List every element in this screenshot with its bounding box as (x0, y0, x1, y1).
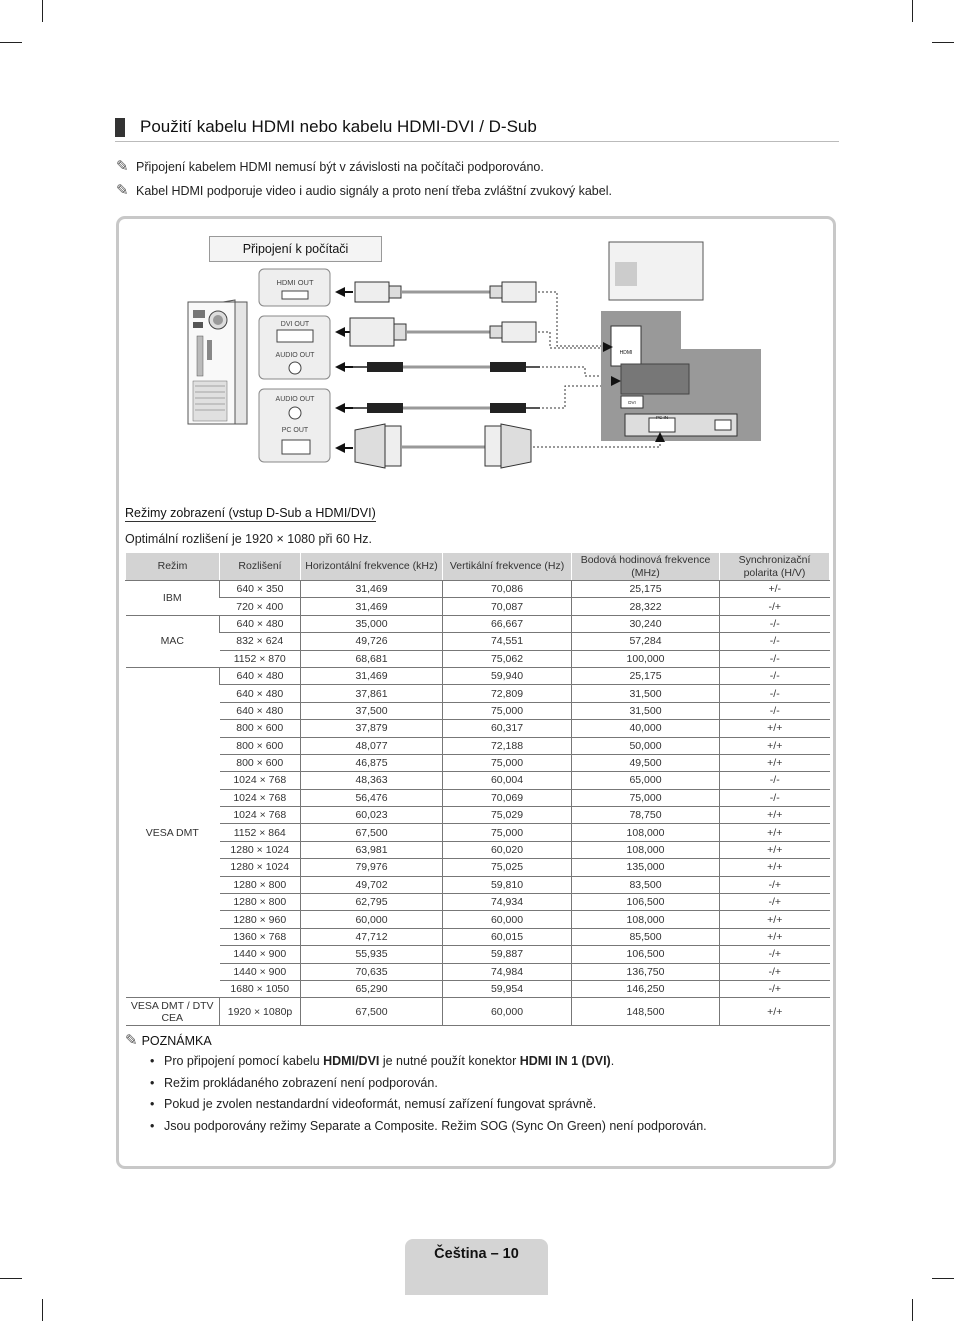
table-cell: 59,954 (443, 980, 572, 997)
table-cell: -/- (720, 633, 830, 650)
bullet-text: je nutné použít konektor (379, 1054, 520, 1068)
table-cell: 25,175 (572, 581, 720, 598)
column-header: Vertikální frekvence (Hz) (443, 553, 572, 581)
crop-mark (932, 42, 954, 43)
table-cell: 800 × 600 (220, 720, 301, 737)
note-bullet (150, 1097, 596, 1111)
pc-out-label: PC OUT (281, 427, 309, 434)
table-cell: -/+ (720, 963, 830, 980)
table-cell: 1024 × 768 (220, 807, 301, 824)
table-cell: -/- (720, 702, 830, 719)
table-cell: -/+ (720, 876, 830, 893)
table-cell: 25,175 (572, 667, 720, 684)
table-cell: 70,087 (443, 598, 572, 615)
table-cell: 75,000 (443, 702, 572, 719)
table-cell: 59,810 (443, 876, 572, 893)
hdmi-cable (355, 282, 536, 302)
note-bullet (150, 1119, 707, 1133)
table-cell: 70,069 (443, 789, 572, 806)
table-cell: -/- (720, 685, 830, 702)
crop-mark (0, 1278, 22, 1279)
audio-jack-icon (289, 407, 301, 419)
table-row (126, 911, 830, 928)
table-row (126, 720, 830, 737)
section-bar (115, 118, 125, 137)
table-cell: 31,469 (301, 667, 443, 684)
crop-mark (912, 1299, 913, 1321)
table-row (126, 615, 830, 632)
page-number-tab: Čeština – 10 (405, 1239, 548, 1295)
table-cell: -/+ (720, 980, 830, 997)
table-cell: 75,000 (443, 824, 572, 841)
table-cell: 60,000 (301, 911, 443, 928)
bullet-dot: • (150, 1097, 155, 1111)
table-cell: 108,000 (572, 911, 720, 928)
note-text: Připojení kabelem HDMI nemusí být v závislosti na počítači podporováno. (136, 160, 544, 174)
table-cell: 85,500 (572, 928, 720, 945)
table-cell: 800 × 600 (220, 754, 301, 771)
note-line (116, 157, 544, 175)
audio-out-label: AUDIO OUT (275, 396, 315, 403)
table-cell: 50,000 (572, 737, 720, 754)
table-cell: 37,879 (301, 720, 443, 737)
bullet-text: Jsou podporovány režimy Separate a Composite. Režim SOG (Sync On Green) není podporován. (164, 1119, 707, 1133)
table-cell: 35,000 (301, 615, 443, 632)
table-cell: 70,086 (443, 581, 572, 598)
table-cell: 37,500 (301, 702, 443, 719)
note-heading: POZNÁMKA (141, 1034, 212, 1048)
table-cell: 1280 × 1024 (220, 859, 301, 876)
table-cell: 74,934 (443, 894, 572, 911)
table-cell: 74,551 (443, 633, 572, 650)
table-cell: 60,015 (443, 928, 572, 945)
table-cell: 1152 × 864 (220, 824, 301, 841)
table-row (126, 772, 830, 789)
table-cell: 55,935 (301, 946, 443, 963)
table-row (126, 928, 830, 945)
pc-tower-illustration (188, 300, 247, 424)
table-row (126, 807, 830, 824)
table-cell: 60,000 (443, 998, 572, 1026)
crop-mark (42, 0, 43, 22)
table-row (126, 998, 830, 1026)
hdmi-out-panel (259, 269, 330, 306)
hdmi-port-icon (282, 291, 308, 299)
bullet-dot: • (150, 1054, 155, 1068)
table-cell: 83,500 (572, 876, 720, 893)
table-cell: +/+ (720, 911, 830, 928)
mode-cell: IBM (126, 581, 220, 616)
table-cell: 1024 × 768 (220, 772, 301, 789)
table-row (126, 598, 830, 615)
tv-back-illustration (601, 242, 761, 441)
table-cell: 48,077 (301, 737, 443, 754)
note-line (116, 181, 612, 199)
arrow-icons (335, 287, 353, 453)
table-cell: 79,976 (301, 859, 443, 876)
table-cell: 49,702 (301, 876, 443, 893)
table-cell: 60,020 (443, 841, 572, 858)
table-cell: -/- (720, 789, 830, 806)
table-cell: 1280 × 1024 (220, 841, 301, 858)
table-cell: 70,635 (301, 963, 443, 980)
audio-out-label: AUDIO OUT (275, 352, 315, 359)
table-cell: +/+ (720, 859, 830, 876)
table-row (126, 876, 830, 893)
table-cell: 31,469 (301, 581, 443, 598)
table-row (126, 894, 830, 911)
table-row (126, 824, 830, 841)
table-cell: 67,500 (301, 824, 443, 841)
table-cell: 30,240 (572, 615, 720, 632)
mode-cell: VESA DMT / DTV CEA (126, 998, 220, 1026)
table-cell: 1440 × 900 (220, 963, 301, 980)
table-cell: -/+ (720, 598, 830, 615)
table-cell: 74,984 (443, 963, 572, 980)
note-bullet (150, 1054, 614, 1068)
table-cell: 75,062 (443, 650, 572, 667)
tv-hdmi-label: HDMI (619, 350, 633, 356)
table-cell: 60,004 (443, 772, 572, 789)
table-cell: 31,500 (572, 685, 720, 702)
table-cell: 56,476 (301, 789, 443, 806)
table-cell: 37,861 (301, 685, 443, 702)
table-cell: 136,750 (572, 963, 720, 980)
dvi-port-icon (277, 330, 313, 342)
table-cell: 46,875 (301, 754, 443, 771)
tv-pc-in-label: PC IN (655, 415, 669, 420)
table-cell: 40,000 (572, 720, 720, 737)
table-cell: 640 × 480 (220, 615, 301, 632)
table-cell: 720 × 400 (220, 598, 301, 615)
table-cell: -/- (720, 615, 830, 632)
hdmi-out-label: HDMI OUT (276, 278, 314, 287)
note-bullet (150, 1076, 438, 1090)
table-cell: 60,023 (301, 807, 443, 824)
bullet-text: Pokud je zvolen nestandardní videoformát, nemusí zařízení fungovat správně. (164, 1097, 597, 1111)
table-cell: +/+ (720, 841, 830, 858)
table-cell: 1680 × 1050 (220, 980, 301, 997)
table-cell: 57,284 (572, 633, 720, 650)
table-cell: 65,000 (572, 772, 720, 789)
mode-cell: MAC (126, 615, 220, 667)
table-cell: -/- (720, 772, 830, 789)
table-cell: 1440 × 900 (220, 946, 301, 963)
table-cell: -/- (720, 667, 830, 684)
table-cell: +/+ (720, 998, 830, 1026)
pencil-icon: ✎ (116, 158, 129, 175)
table-cell: 1024 × 768 (220, 789, 301, 806)
pencil-icon: ✎ (116, 182, 129, 199)
table-cell: 100,000 (572, 650, 720, 667)
table-header-row (126, 553, 830, 581)
table-row (126, 685, 830, 702)
table-row (126, 581, 830, 598)
audio-cable (353, 403, 540, 413)
table-cell: 1920 × 1080p (220, 998, 301, 1026)
optimal-resolution: Optimální rozlišení je 1920 × 1080 při 60 Hz. (125, 532, 373, 546)
crop-mark (0, 42, 22, 43)
table-cell: 49,726 (301, 633, 443, 650)
table-cell: 47,712 (301, 928, 443, 945)
table-cell: 31,500 (572, 702, 720, 719)
dsub-port-icon (282, 440, 310, 454)
table-cell: -/- (720, 650, 830, 667)
section-title: Použití kabelu HDMI nebo kabelu HDMI-DVI / D-Sub (140, 117, 537, 136)
bullet-text: Režim prokládaného zobrazení není podporován. (164, 1076, 438, 1090)
table-cell: +/- (720, 581, 830, 598)
column-header: Bodová hodinová frekvence (MHz) (572, 553, 720, 581)
table-cell: 1152 × 870 (220, 650, 301, 667)
dvi-out-label: DVI OUT (280, 321, 310, 328)
table-cell: 108,000 (572, 841, 720, 858)
table-cell: 72,188 (443, 737, 572, 754)
bullet-text: . (610, 1054, 615, 1068)
table-cell: 146,250 (572, 980, 720, 997)
table-row (126, 633, 830, 650)
column-header: Rozlišení (220, 553, 301, 581)
table-cell: 68,681 (301, 650, 443, 667)
table-cell: +/+ (720, 928, 830, 945)
table-cell: 800 × 600 (220, 737, 301, 754)
bullet-dot: • (150, 1119, 155, 1133)
table-cell: 49,500 (572, 754, 720, 771)
table-cell: +/+ (720, 720, 830, 737)
table-cell: -/+ (720, 946, 830, 963)
table-cell: +/+ (720, 737, 830, 754)
table-cell: 108,000 (572, 824, 720, 841)
table-cell: 62,795 (301, 894, 443, 911)
table-cell: 75,000 (443, 754, 572, 771)
modes-title: Režimy zobrazení (vstup D-Sub a HDMI/DVI) (125, 506, 376, 520)
column-header: Horizontální frekvence (kHz) (301, 553, 443, 581)
table-row (126, 737, 830, 754)
diagram-label: Připojení k počítači (209, 236, 382, 262)
table-cell: 832 × 624 (220, 633, 301, 650)
display-modes-table (125, 552, 830, 1026)
table-cell: 106,500 (572, 946, 720, 963)
table-row (126, 980, 830, 997)
table-cell: 72,809 (443, 685, 572, 702)
table-cell: 63,981 (301, 841, 443, 858)
mode-cell: VESA DMT (126, 667, 220, 997)
audio-jack-icon (289, 362, 301, 374)
table-cell: 640 × 480 (220, 685, 301, 702)
table-row (126, 667, 830, 684)
table-row (126, 702, 830, 719)
table-cell: 48,363 (301, 772, 443, 789)
crop-mark (42, 1299, 43, 1321)
crop-mark (912, 0, 913, 22)
table-cell: 148,500 (572, 998, 720, 1026)
table-row (126, 841, 830, 858)
table-cell: 1280 × 800 (220, 876, 301, 893)
table-cell: 60,000 (443, 911, 572, 928)
table-cell: 78,750 (572, 807, 720, 824)
connection-diagram (185, 236, 765, 471)
table-cell: 75,025 (443, 859, 572, 876)
bullet-bold: HDMI IN 1 (DVI) (519, 1054, 611, 1068)
table-cell: 106,500 (572, 894, 720, 911)
table-cell: 640 × 480 (220, 702, 301, 719)
table-row (126, 789, 830, 806)
table-row (126, 946, 830, 963)
table-cell: 59,940 (443, 667, 572, 684)
table-cell: +/+ (720, 754, 830, 771)
table-cell: +/+ (720, 807, 830, 824)
crop-mark (932, 1278, 954, 1279)
tv-dvi-label: DVI (628, 400, 636, 405)
table-cell: 1280 × 800 (220, 894, 301, 911)
table-row (126, 754, 830, 771)
dsub-cable (355, 424, 531, 468)
audio-cable (353, 362, 540, 372)
pencil-icon: ✎ (125, 1032, 138, 1049)
table-cell: 640 × 480 (220, 667, 301, 684)
table-cell: 65,290 (301, 980, 443, 997)
table-cell: 75,029 (443, 807, 572, 824)
table-row (126, 859, 830, 876)
table-cell: 75,000 (572, 789, 720, 806)
section-header (115, 117, 839, 142)
table-cell: 31,469 (301, 598, 443, 615)
table-row (126, 650, 830, 667)
table-cell: +/+ (720, 824, 830, 841)
table-cell: 640 × 350 (220, 581, 301, 598)
table-cell: 28,322 (572, 598, 720, 615)
table-cell: -/+ (720, 894, 830, 911)
table-cell: 135,000 (572, 859, 720, 876)
table-cell: 59,887 (443, 946, 572, 963)
bullet-dot: • (150, 1076, 155, 1090)
bullet-bold: HDMI/DVI (323, 1054, 380, 1068)
column-header: Režim (126, 553, 220, 581)
note-text: Kabel HDMI podporuje video i audio signály a proto není třeba zvláštní zvukový kabel. (136, 184, 612, 198)
table-cell: 1280 × 960 (220, 911, 301, 928)
column-header: Synchronizační polarita (H/V) (720, 553, 830, 581)
table-row (126, 963, 830, 980)
table-cell: 66,667 (443, 615, 572, 632)
table-cell: 60,317 (443, 720, 572, 737)
dvi-hdmi-cable (350, 318, 536, 346)
note-heading-line (125, 1031, 212, 1049)
table-cell: 1360 × 768 (220, 928, 301, 945)
table-cell: 67,500 (301, 998, 443, 1026)
bullet-text: Pro připojení pomocí kabelu (164, 1054, 324, 1068)
